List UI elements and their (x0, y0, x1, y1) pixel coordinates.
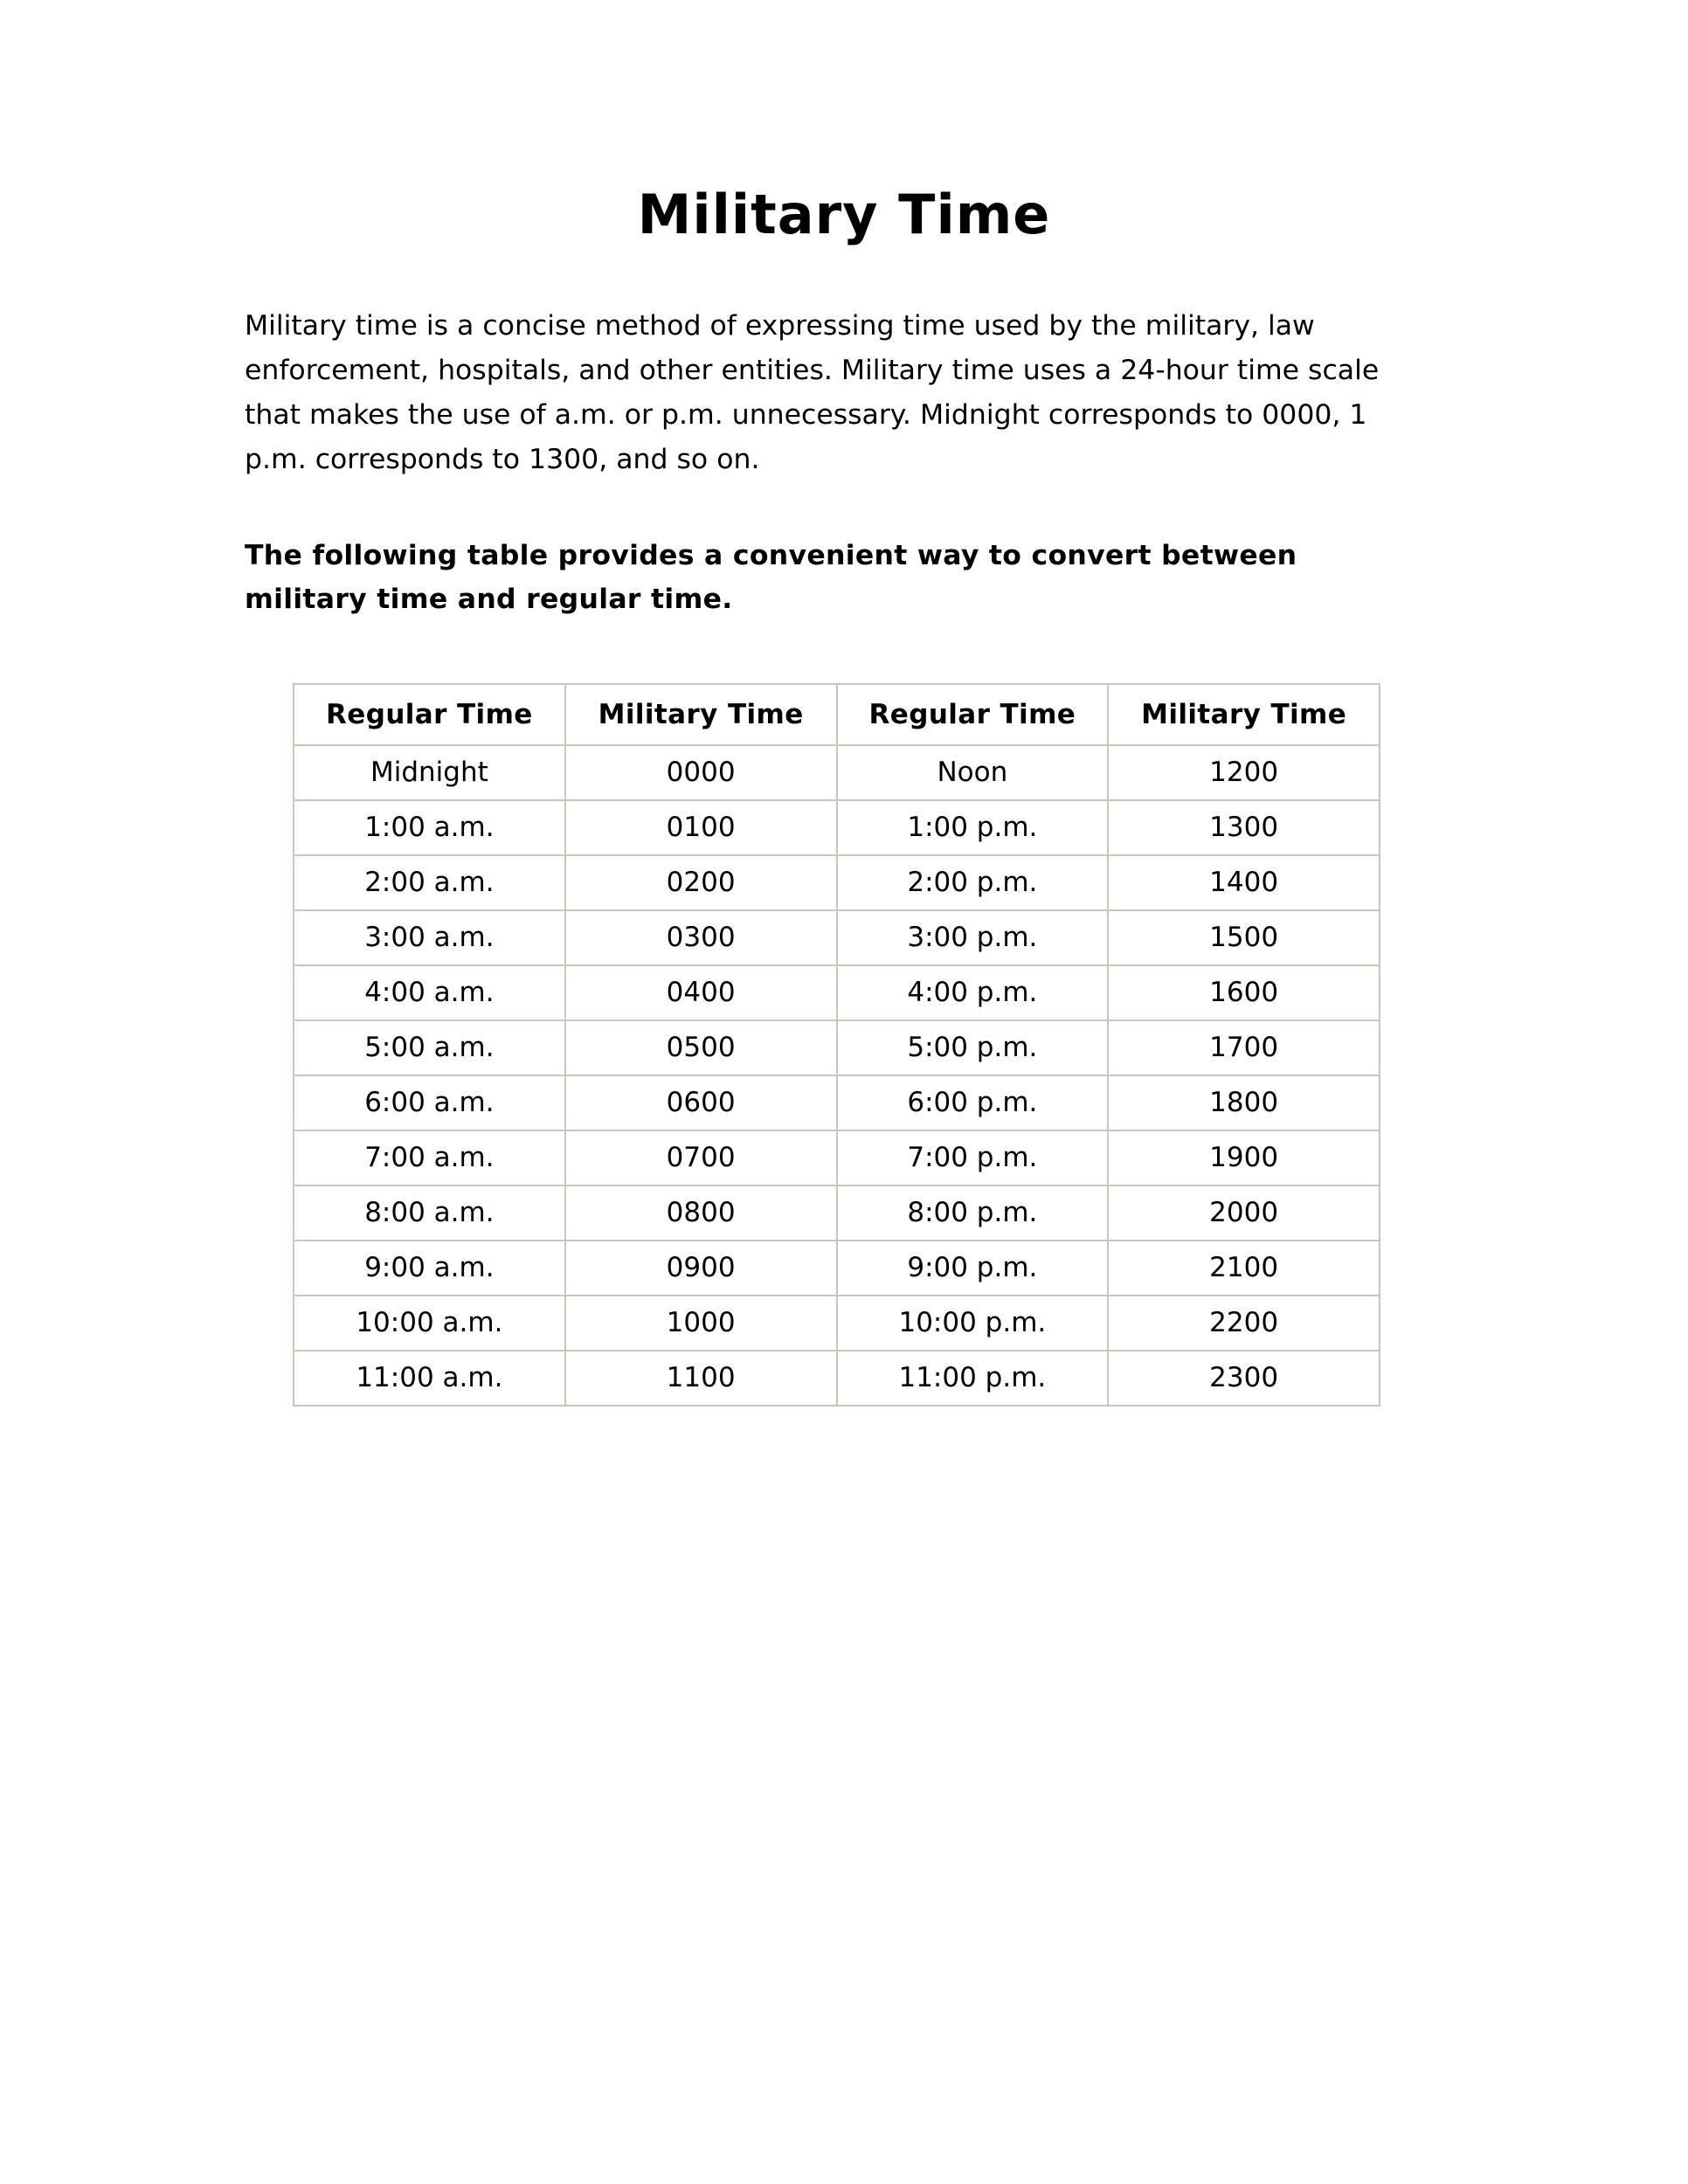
table-cell: 3:00 a.m. (294, 910, 565, 965)
table-cell: 1900 (1108, 1130, 1380, 1185)
table-row (294, 1075, 1380, 1130)
table-row (294, 1020, 1380, 1075)
column-header-military-time-1: Military Time (565, 684, 837, 745)
table-cell: 0400 (565, 965, 837, 1020)
table-cell: 2:00 p.m. (837, 855, 1109, 910)
table-row (294, 910, 1380, 965)
intro-paragraph: Military time is a concise method of expressing time used by the military, law enforcement, hospitals, and other entities. Military time uses a 24-hour time scale that makes the use of a.m. or p.m. unnecessary. Midnight corresponds to 0000, 1 p.m. corresponds to 1300, and so on. (245, 310, 1380, 476)
table-cell: 0800 (565, 1185, 837, 1241)
table-cell: 3:00 p.m. (837, 910, 1109, 965)
table-cell: 1500 (1108, 910, 1380, 965)
table-row (294, 1185, 1380, 1241)
table-cell: 7:00 a.m. (294, 1130, 565, 1185)
table-cell: 0900 (565, 1241, 837, 1296)
table-cell: 9:00 p.m. (837, 1241, 1109, 1296)
table-cell: 2200 (1108, 1296, 1380, 1351)
conversion-table-wrapper (293, 683, 1380, 1406)
page-title: Military Time (637, 183, 1051, 246)
table-cell: 1300 (1108, 800, 1380, 855)
table-cell: 8:00 a.m. (294, 1185, 565, 1241)
table-cell: 0000 (565, 745, 837, 800)
table-cell: 1:00 a.m. (294, 800, 565, 855)
table-row (294, 1296, 1380, 1351)
table-cell: 1600 (1108, 965, 1380, 1020)
table-cell: 0100 (565, 800, 837, 855)
table-cell: 9:00 a.m. (294, 1241, 565, 1296)
table-cell: 1:00 p.m. (837, 800, 1109, 855)
table-row (294, 745, 1380, 800)
table-cell: 2100 (1108, 1241, 1380, 1296)
table-header (294, 684, 1380, 745)
table-header-row (294, 684, 1380, 745)
table-cell: 2000 (1108, 1185, 1380, 1241)
table-row (294, 855, 1380, 910)
table-cell: 1100 (565, 1351, 837, 1406)
column-header-regular-time-1: Regular Time (294, 684, 565, 745)
table-body (294, 745, 1380, 1406)
table-cell: 1400 (1108, 855, 1380, 910)
table-cell: 0200 (565, 855, 837, 910)
table-cell: Midnight (294, 745, 565, 800)
table-cell: 6:00 a.m. (294, 1075, 565, 1130)
table-cell: 10:00 a.m. (294, 1296, 565, 1351)
table-cell: 7:00 p.m. (837, 1130, 1109, 1185)
table-cell: 0600 (565, 1075, 837, 1130)
table-cell: 1800 (1108, 1075, 1380, 1130)
table-cell: 2:00 a.m. (294, 855, 565, 910)
table-row (294, 1130, 1380, 1185)
column-header-military-time-2: Military Time (1108, 684, 1380, 745)
table-row (294, 800, 1380, 855)
table-cell: 1000 (565, 1296, 837, 1351)
table-row (294, 1241, 1380, 1296)
table-cell: 10:00 p.m. (837, 1296, 1109, 1351)
table-cell: 6:00 p.m. (837, 1075, 1109, 1130)
time-conversion-table (293, 683, 1380, 1406)
table-cell: 5:00 a.m. (294, 1020, 565, 1075)
table-cell: 4:00 a.m. (294, 965, 565, 1020)
table-cell: 4:00 p.m. (837, 965, 1109, 1020)
table-cell: 0700 (565, 1130, 837, 1185)
table-cell: 5:00 p.m. (837, 1020, 1109, 1075)
table-cell: 11:00 a.m. (294, 1351, 565, 1406)
table-cell: 1200 (1108, 745, 1380, 800)
table-cell: 0300 (565, 910, 837, 965)
lead-in-paragraph: The following table provides a convenient way to convert between military time and regular time. (245, 540, 1297, 616)
table-cell: 1700 (1108, 1020, 1380, 1075)
table-cell: 2300 (1108, 1351, 1380, 1406)
column-header-regular-time-2: Regular Time (837, 684, 1109, 745)
table-cell: Noon (837, 745, 1109, 800)
table-row (294, 965, 1380, 1020)
table-row (294, 1351, 1380, 1406)
table-cell: 8:00 p.m. (837, 1185, 1109, 1241)
table-cell: 0500 (565, 1020, 837, 1075)
table-cell: 11:00 p.m. (837, 1351, 1109, 1406)
